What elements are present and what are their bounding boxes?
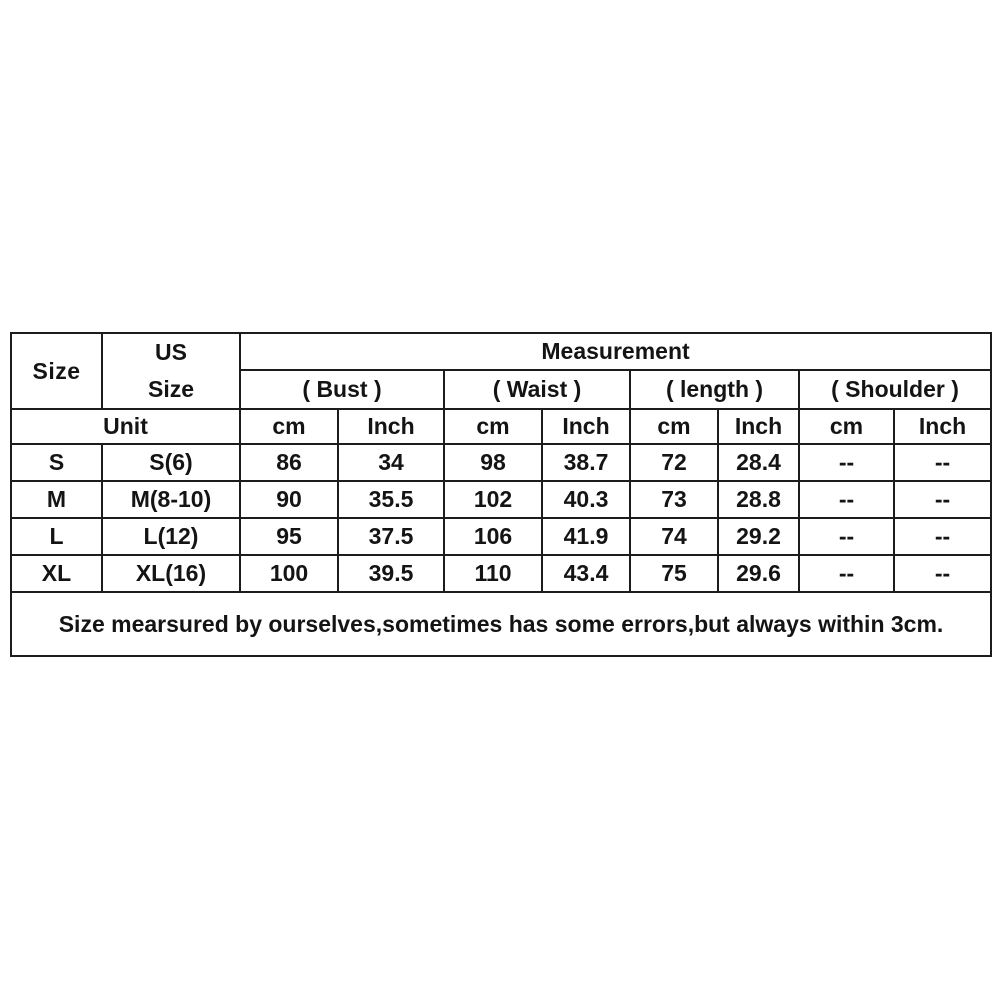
value-cell: 29.2 bbox=[718, 518, 799, 555]
value-cell: -- bbox=[799, 481, 894, 518]
value-cell: -- bbox=[894, 518, 991, 555]
value-cell: -- bbox=[799, 555, 894, 592]
unit-cell-bust-cm: cm bbox=[240, 409, 338, 444]
value-cell: -- bbox=[894, 555, 991, 592]
footer-row bbox=[11, 592, 991, 656]
unit-row bbox=[11, 409, 991, 444]
value-cell: 110 bbox=[444, 555, 542, 592]
value-cell: 98 bbox=[444, 444, 542, 481]
value-cell: 29.6 bbox=[718, 555, 799, 592]
header-row-top bbox=[11, 333, 991, 370]
group-header-waist: ( Waist ) bbox=[444, 370, 630, 409]
value-cell: 35.5 bbox=[338, 481, 444, 518]
footer-note: Size mearsured by ourselves,sometimes has some errors,but always within 3cm. bbox=[11, 592, 991, 656]
value-cell: 90 bbox=[240, 481, 338, 518]
us-size-line1: US bbox=[155, 339, 187, 365]
table-row-m bbox=[11, 481, 991, 518]
table-row-s bbox=[11, 444, 991, 481]
value-cell: 100 bbox=[240, 555, 338, 592]
value-cell: 34 bbox=[338, 444, 444, 481]
value-cell: 74 bbox=[630, 518, 718, 555]
us-size-cell: XL(16) bbox=[102, 555, 240, 592]
value-cell: 28.4 bbox=[718, 444, 799, 481]
value-cell: -- bbox=[799, 518, 894, 555]
unit-label-cell: Unit bbox=[11, 409, 240, 444]
value-cell: 41.9 bbox=[542, 518, 630, 555]
measurement-header-cell: Measurement bbox=[240, 333, 991, 370]
value-cell: 43.4 bbox=[542, 555, 630, 592]
value-cell: 38.7 bbox=[542, 444, 630, 481]
value-cell: 28.8 bbox=[718, 481, 799, 518]
value-cell: 106 bbox=[444, 518, 542, 555]
value-cell: 39.5 bbox=[338, 555, 444, 592]
us-size-cell: L(12) bbox=[102, 518, 240, 555]
unit-cell-shoulder-cm: cm bbox=[799, 409, 894, 444]
group-header-bust: ( Bust ) bbox=[240, 370, 444, 409]
table-row-xl bbox=[11, 555, 991, 592]
us-size-cell: M(8-10) bbox=[102, 481, 240, 518]
value-cell: -- bbox=[894, 481, 991, 518]
value-cell: 95 bbox=[240, 518, 338, 555]
size-chart bbox=[10, 332, 990, 657]
value-cell: 72 bbox=[630, 444, 718, 481]
value-cell: 37.5 bbox=[338, 518, 444, 555]
unit-cell-shoulder-inch: Inch bbox=[894, 409, 991, 444]
size-header-cell: Size bbox=[11, 333, 102, 409]
value-cell: 75 bbox=[630, 555, 718, 592]
value-cell: -- bbox=[894, 444, 991, 481]
size-cell: M bbox=[11, 481, 102, 518]
size-cell: XL bbox=[11, 555, 102, 592]
group-header-shoulder: ( Shoulder ) bbox=[799, 370, 991, 409]
size-cell: L bbox=[11, 518, 102, 555]
value-cell: 102 bbox=[444, 481, 542, 518]
unit-cell-length-cm: cm bbox=[630, 409, 718, 444]
unit-cell-bust-inch: Inch bbox=[338, 409, 444, 444]
unit-cell-waist-cm: cm bbox=[444, 409, 542, 444]
size-chart-table bbox=[10, 332, 992, 657]
us-size-cell: S(6) bbox=[102, 444, 240, 481]
value-cell: 73 bbox=[630, 481, 718, 518]
table-row-l bbox=[11, 518, 991, 555]
value-cell: 40.3 bbox=[542, 481, 630, 518]
group-header-length: ( length ) bbox=[630, 370, 799, 409]
size-cell: S bbox=[11, 444, 102, 481]
value-cell: 86 bbox=[240, 444, 338, 481]
unit-cell-waist-inch: Inch bbox=[542, 409, 630, 444]
value-cell: -- bbox=[799, 444, 894, 481]
us-size-header-cell bbox=[102, 333, 240, 409]
unit-cell-length-inch: Inch bbox=[718, 409, 799, 444]
us-size-line2: Size bbox=[147, 376, 195, 402]
